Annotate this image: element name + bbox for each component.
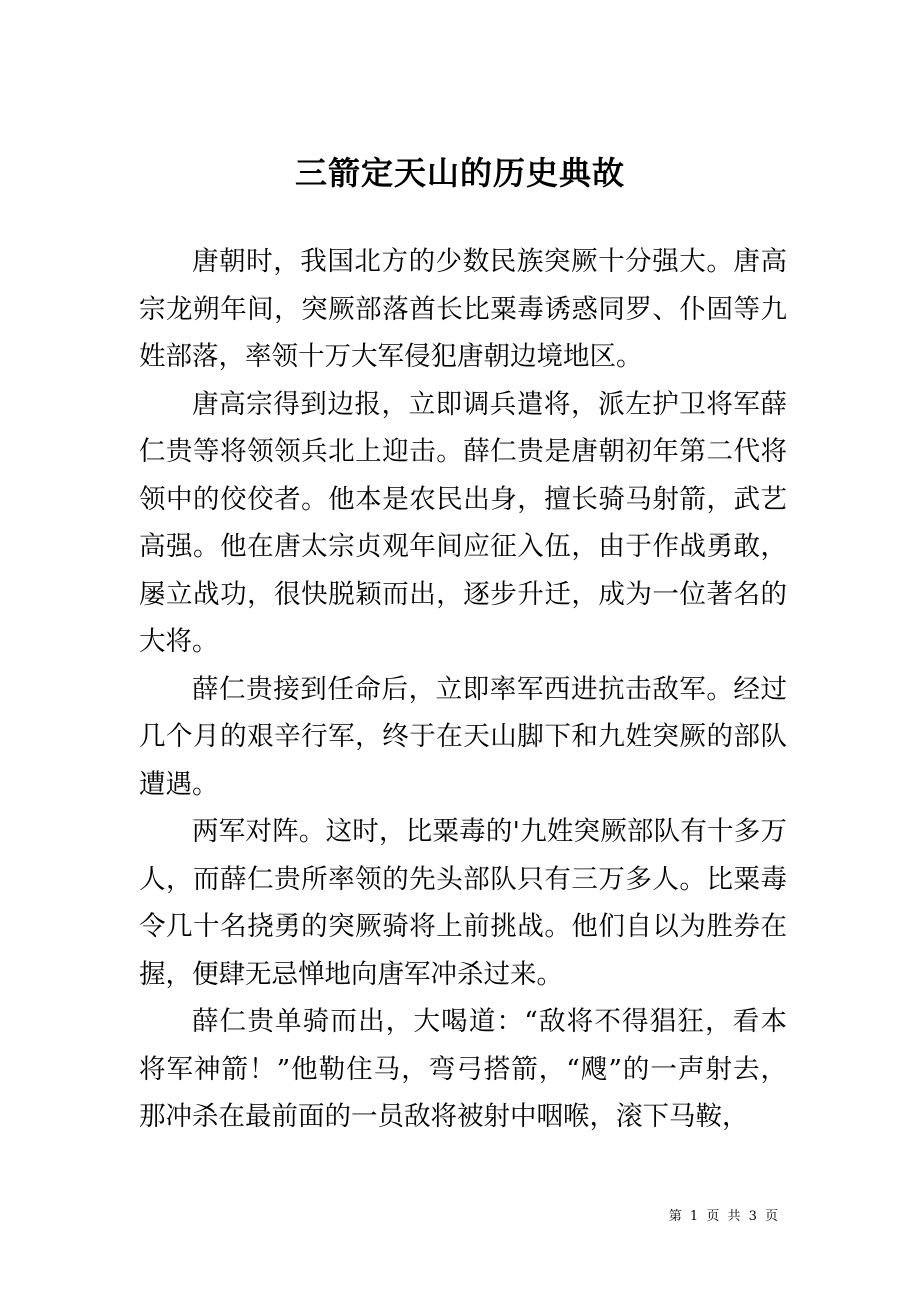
document-body xyxy=(139,238,787,1141)
paragraph: 唐高宗得到边报，立即调兵遣将，派左护卫将军薛仁贵等将领领兵北上迎击。薛仁贵是唐朝初年第二代将领中的佼佼者。他本是农民出身，擅长骑马射箭，武艺高强。他在唐太宗贞观年间应征入伍，由于作战勇敢，屡立战功，很快脱颖而出，逐步升迁，成为一位著名的大将。 xyxy=(139,388,787,657)
paragraph: 两军对阵。这时，比粟毒的'九姓突厥部队有十多万人，而薛仁贵所率领的先头部队只有三万多人。比粟毒令几十名挠勇的突厥骑将上前挑战。他们自以为胜券在握，便肆无忌惮地向唐军冲杀过来。 xyxy=(139,816,787,990)
document-title: 三箭定天山的历史典故 xyxy=(294,154,625,193)
paragraph: 薛仁贵接到任命后，立即率军西进抗击敌军。经过几个月的艰辛行军，终于在天山脚下和九姓突厥的部队遭遇。 xyxy=(139,673,787,800)
page-number-footer: 第 1 页 共 3 页 xyxy=(668,1209,780,1224)
paragraph: 唐朝时，我国北方的少数民族突厥十分强大。唐高宗龙朔年间，突厥部落酋长比粟毒诱惑同罗、仆固等九姓部落，率领十万大军侵犯唐朝边境地区。 xyxy=(139,246,787,372)
paragraph: 薛仁贵单骑而出，大喝道：“敌将不得猖狂，看本将军神箭！”他勒住马，弯弓搭箭，“飕”的一声射去，那冲杀在最前面的一员敌将被射中咽喉，滚下马鞍， xyxy=(139,1006,787,1132)
